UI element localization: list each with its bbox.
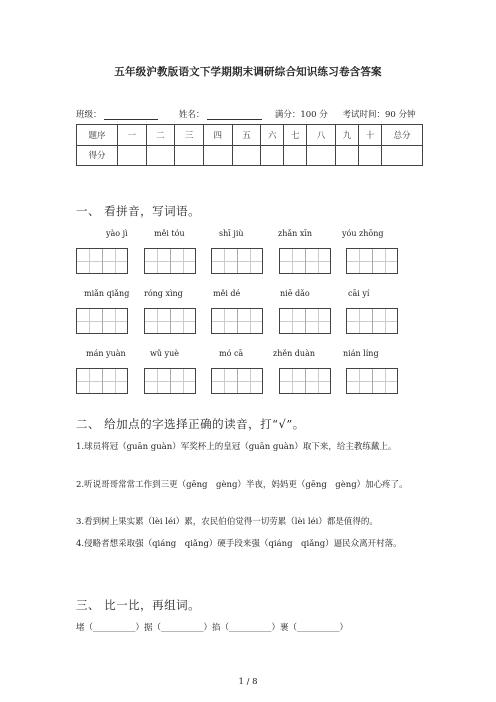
writing-box[interactable]	[144, 248, 196, 274]
pinyin-label: zhěn duàn	[273, 349, 315, 358]
writing-box[interactable]	[144, 368, 196, 394]
question-item-4: 4.侵略者想采取强（qiáng qiǎng）硬手段来强（qiáng qiǎng）逼民众离开村落。	[76, 539, 402, 549]
score-table-score-row	[77, 145, 423, 166]
score-cell	[284, 145, 307, 166]
page-number: 1 / 8	[238, 677, 258, 687]
question-item-3: 3.看到树上果实累（lèi léi）累，农民伯伯觉得一切劳累（lèi léi）都是值得的。	[76, 517, 378, 527]
time-label: 考试时间：90 分钟	[342, 110, 416, 120]
pinyin-label: měi dé	[213, 289, 241, 298]
score-cell	[175, 145, 204, 166]
score-cell	[203, 145, 232, 166]
document-title: 五年级沪教版语文下学期期末调研综合知识练习卷含答案	[114, 66, 382, 78]
score-cell	[382, 145, 423, 166]
writing-box[interactable]	[346, 308, 398, 334]
question-item-1: 1.球员将冠（guān guàn）军奖杯上的皇冠（guān guàn）取下来，给主教练戴上。	[76, 442, 397, 452]
pinyin-label: yào jì	[106, 229, 128, 238]
writing-box[interactable]	[76, 248, 128, 274]
header-cell: 六	[261, 125, 284, 146]
header-cell: 七	[284, 125, 307, 146]
pinyin-label: mó cā	[219, 349, 244, 358]
writing-box[interactable]	[211, 308, 263, 334]
header-cell: 题序	[77, 125, 118, 146]
pinyin-row-1	[76, 229, 426, 241]
score-cell	[336, 145, 359, 166]
header-cell: 二	[146, 125, 175, 146]
pinyin-label: niē dǎo	[280, 289, 310, 298]
writing-box[interactable]	[144, 308, 196, 334]
score-table-header-row	[77, 125, 423, 146]
writing-box[interactable]	[279, 368, 331, 394]
header-cell: 三	[175, 125, 204, 146]
compare-word-line: 堵（__________）据（__________）掐（__________）裹（__________）	[76, 623, 349, 633]
score-cell	[359, 145, 382, 166]
writing-box[interactable]	[346, 248, 398, 274]
writing-box[interactable]	[76, 368, 128, 394]
writing-box[interactable]	[346, 368, 398, 394]
pinyin-label: miǎn qiǎng	[84, 289, 130, 298]
score-cell	[118, 145, 147, 166]
pinyin-row-2	[76, 289, 426, 301]
section-2-heading: 二、 给加点的字选择正确的读音，打“√”。	[76, 417, 305, 431]
pinyin-label: zhǎn xīn	[278, 229, 313, 238]
header-cell: 九	[336, 125, 359, 146]
pinyin-row-3	[76, 349, 426, 361]
score-cell	[307, 145, 336, 166]
header-cell: 一	[118, 125, 147, 146]
pinyin-label: měi tóu	[154, 229, 185, 238]
writing-box[interactable]	[211, 368, 263, 394]
score-table	[76, 124, 423, 166]
score-cell	[146, 145, 175, 166]
header-cell: 八	[307, 125, 336, 146]
score-cell	[261, 145, 284, 166]
header-cell: 四	[203, 125, 232, 146]
section-1-heading: 一、 看拼音，写词语。	[76, 204, 201, 218]
pinyin-label: cāi yí	[348, 289, 370, 298]
pinyin-label: wǔ yuè	[150, 349, 179, 358]
header-cell: 五	[232, 125, 261, 146]
writing-box[interactable]	[211, 248, 263, 274]
score-label: 满分：100 分	[274, 110, 328, 120]
pinyin-label: yóu zhōng	[342, 229, 384, 238]
class-blank	[104, 110, 158, 120]
question-item-2: 2.听说哥哥常常工作到三更（gēng gèng）半夜，妈妈更（gēng gèng）加心疼了。	[76, 480, 408, 490]
name-blank	[207, 110, 262, 120]
header-cell: 十	[359, 125, 382, 146]
class-label: 班级：	[76, 110, 102, 120]
writing-box[interactable]	[76, 308, 128, 334]
pinyin-label: mán yuàn	[86, 349, 126, 358]
pinyin-label: shī jiù	[219, 229, 244, 238]
score-cell	[232, 145, 261, 166]
writing-box[interactable]	[279, 308, 331, 334]
score-row-label: 得分	[77, 145, 118, 166]
header-cell: 总分	[382, 125, 423, 146]
pinyin-label: róng xìng	[144, 289, 183, 298]
section-3-heading: 三、 比一比，再组词。	[76, 598, 201, 612]
pinyin-label: nián líng	[343, 349, 379, 358]
writing-box[interactable]	[279, 248, 331, 274]
student-info-line	[76, 108, 426, 120]
name-label: 姓名：	[178, 110, 205, 120]
